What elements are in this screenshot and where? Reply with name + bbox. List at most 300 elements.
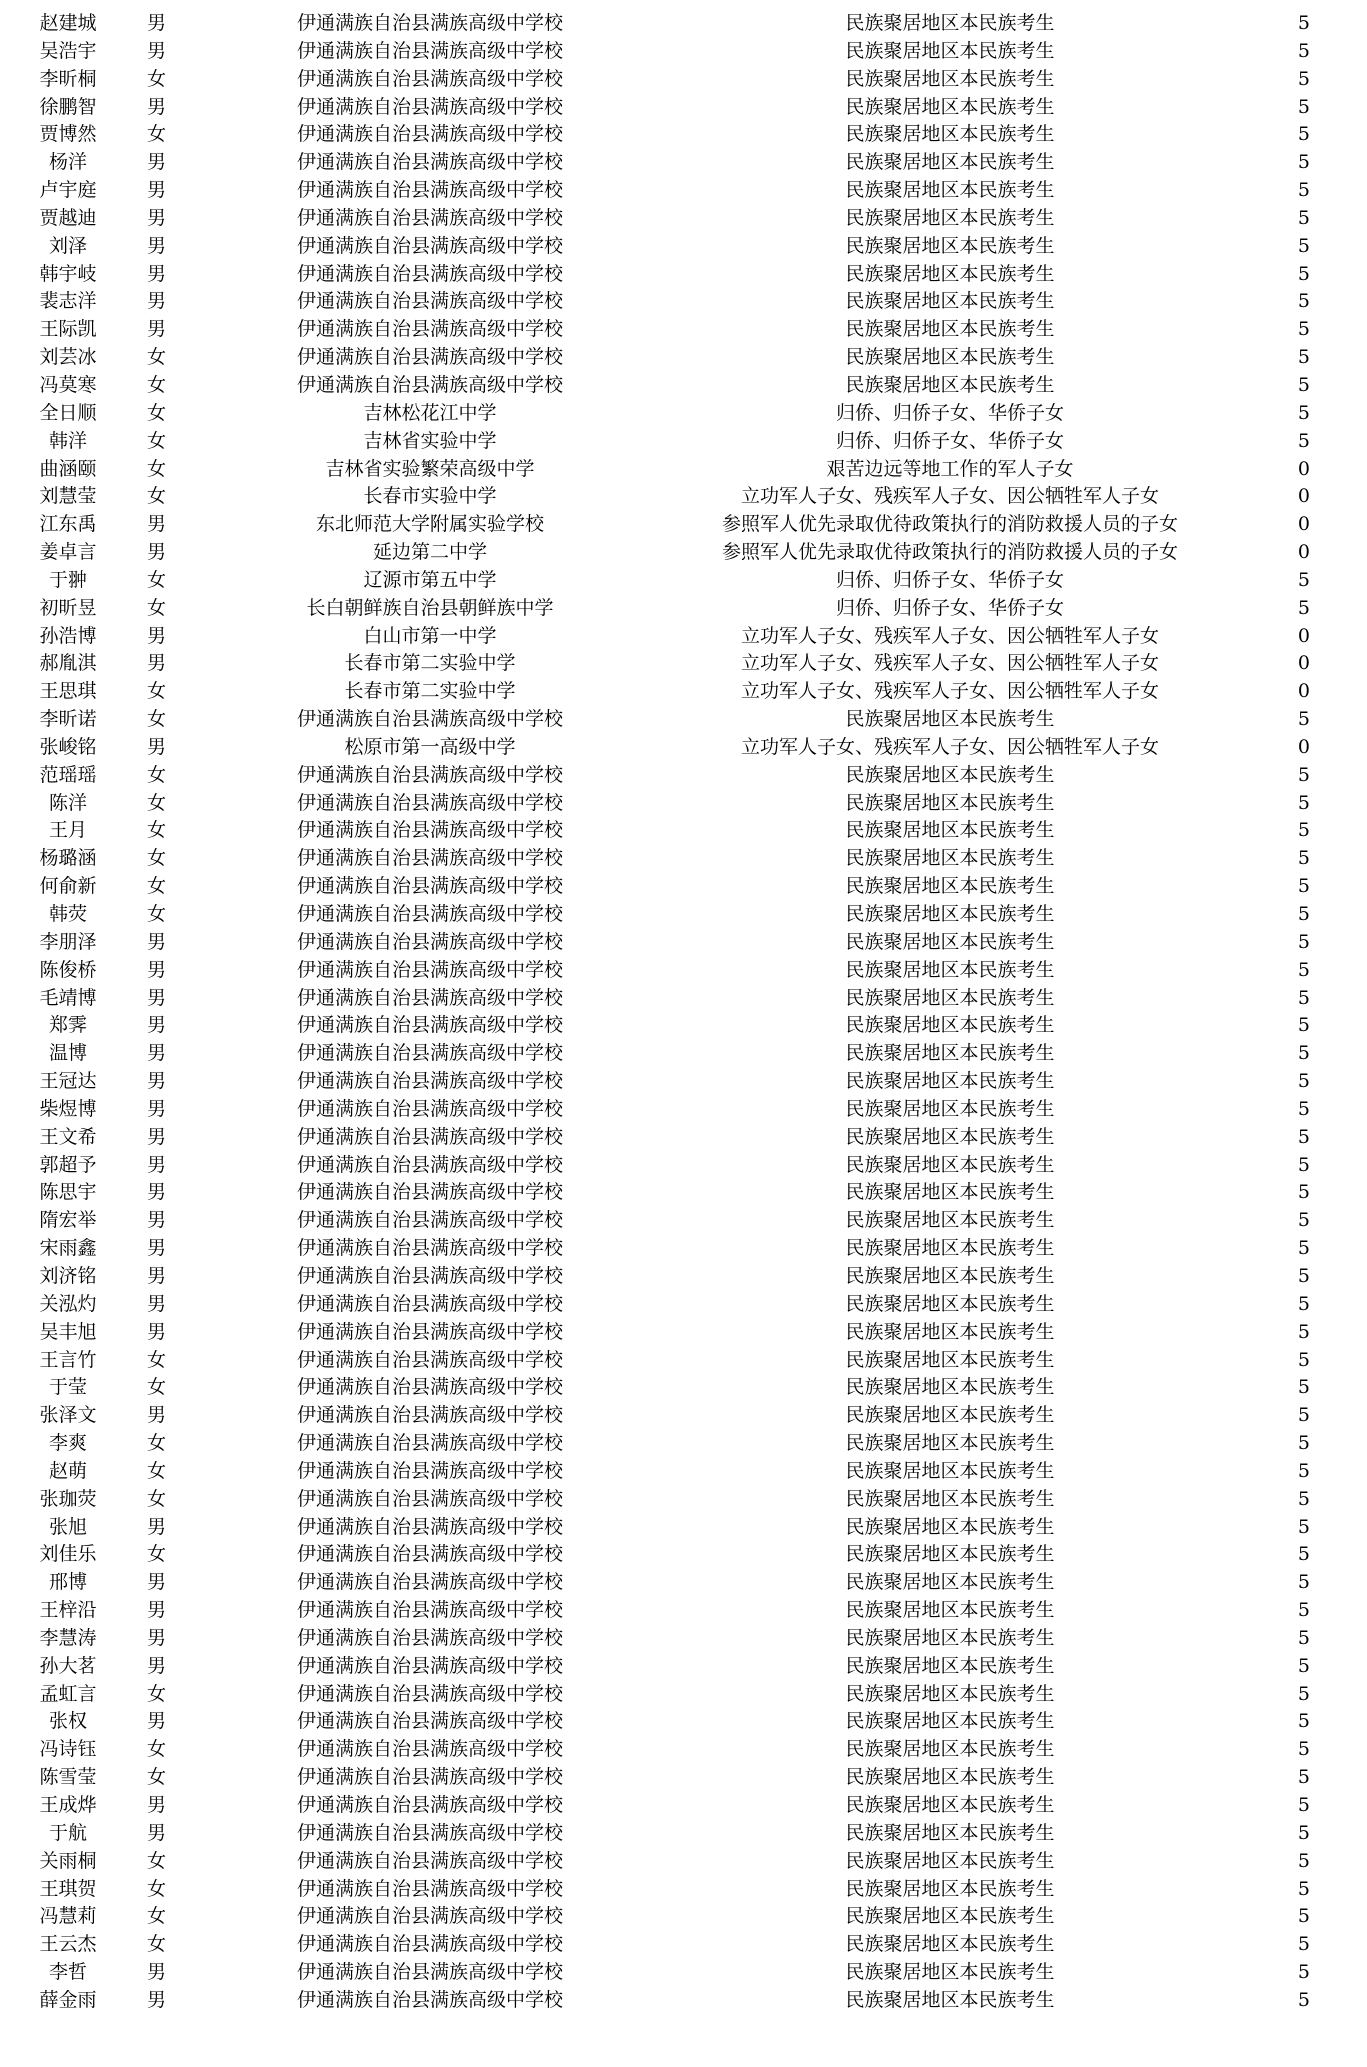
bonus-score: 5 [1297,179,1310,202]
bonus-score: 5 [1297,1626,1310,1649]
table-row [0,1903,1367,1931]
bonus-category: 民族聚居地区本民族考生 [845,1682,1055,1705]
student-school: 伊通满族自治县满族高级中学校 [296,1766,563,1789]
bonus-score: 5 [1297,346,1310,369]
student-name: 郑霁 [48,1014,87,1037]
student-school: 伊通满族自治县满族高级中学校 [296,1292,563,1315]
table-row [0,678,1367,706]
table-row [0,66,1367,94]
student-name: 冯莫寒 [39,373,97,396]
student-name: 刘佳乐 [39,1543,97,1566]
bonus-score: 5 [1297,847,1310,870]
student-name: 陈雪莹 [39,1766,97,1789]
student-school: 长春市第二实验中学 [344,680,516,703]
student-school: 伊通满族自治县满族高级中学校 [296,373,563,396]
student-name: 吴丰旭 [39,1320,97,1343]
student-school: 伊通满族自治县满族高级中学校 [296,1710,563,1733]
bonus-score: 5 [1297,708,1310,731]
table-row [0,428,1367,456]
student-gender: 女 [147,847,167,870]
bonus-score: 0 [1297,457,1310,480]
bonus-category: 归侨、归侨子女、华侨子女 [835,596,1064,619]
bonus-category: 民族聚居地区本民族考生 [845,903,1055,925]
student-gender: 男 [147,1237,167,1260]
table-row [0,94,1367,122]
bonus-score: 5 [1297,67,1310,90]
bonus-category: 民族聚居地区本民族考生 [845,1988,1055,2011]
bonus-score: 0 [1297,652,1310,675]
student-school: 伊通满族自治县满族高级中学校 [296,958,563,981]
student-name: 王冠达 [39,1070,97,1093]
student-gender: 男 [147,206,167,229]
table-row [0,149,1367,177]
student-gender: 男 [147,234,167,257]
bonus-score: 5 [1297,1543,1310,1566]
bonus-category: 民族聚居地区本民族考生 [845,1933,1055,1956]
bonus-category: 民族聚居地区本民族考生 [845,1237,1055,1260]
bonus-category: 民族聚居地区本民族考生 [845,1543,1055,1566]
student-name: 温博 [48,1042,87,1065]
student-gender: 男 [147,1264,167,1287]
student-gender: 女 [147,373,167,396]
student-gender: 男 [147,318,167,341]
table-row [0,1569,1367,1597]
table-row [0,706,1367,734]
bonus-score: 0 [1297,541,1310,564]
student-name: 孙浩博 [39,624,97,647]
student-name: 姜卓言 [39,541,97,564]
bonus-category: 民族聚居地区本民族考生 [845,1404,1055,1427]
student-school: 伊通满族自治县满族高级中学校 [296,1181,563,1204]
table-row [0,1876,1367,1904]
bonus-score: 5 [1297,1264,1310,1287]
bonus-category: 立功军人子女、残疾军人子女、因公牺牲军人子女 [740,680,1159,703]
student-school: 长春市第二实验中学 [344,652,516,675]
bonus-score: 5 [1297,1237,1310,1260]
student-school: 伊通满族自治县满族高级中学校 [296,1794,563,1816]
student-gender: 男 [147,1070,167,1093]
bonus-category: 民族聚居地区本民族考生 [845,1905,1055,1928]
student-gender: 男 [147,95,167,118]
student-gender: 男 [147,262,167,285]
student-school: 伊通满族自治县满族高级中学校 [296,1821,563,1844]
student-name: 张旭 [48,1515,87,1538]
student-school: 伊通满族自治县满族高级中学校 [296,1988,563,2011]
student-gender: 女 [147,401,167,424]
student-name: 裴志洋 [39,290,97,313]
student-name: 刘泽 [48,234,87,257]
student-gender: 男 [147,1710,167,1733]
student-school: 伊通满族自治县满族高级中学校 [296,1432,563,1455]
student-gender: 男 [147,1515,167,1538]
bonus-category: 民族聚居地区本民族考生 [845,234,1055,257]
bonus-score: 0 [1297,485,1310,508]
student-gender: 男 [147,1626,167,1649]
table-row [0,1319,1367,1347]
student-school: 伊通满族自治县满族高级中学校 [296,1264,563,1287]
student-school: 伊通满族自治县满族高级中学校 [296,1933,563,1956]
bonus-score: 5 [1297,1766,1310,1789]
bonus-score: 5 [1297,1014,1310,1037]
bonus-category: 民族聚居地区本民族考生 [845,1125,1055,1148]
bonus-score: 5 [1297,1571,1310,1594]
table-row [0,121,1367,149]
bonus-category: 民族聚居地区本民族考生 [845,1153,1055,1176]
bonus-category: 民族聚居地区本民族考生 [845,1849,1055,1872]
table-row [0,817,1367,845]
bonus-category: 民族聚居地区本民族考生 [845,1877,1055,1900]
student-name: 韩荧 [48,903,87,925]
table-row [0,1541,1367,1569]
bonus-score: 5 [1297,1320,1310,1343]
student-gender: 男 [147,652,167,675]
student-name: 赵建城 [39,12,97,34]
student-school: 伊通满族自治县满族高级中学校 [296,39,563,62]
bonus-category: 民族聚居地区本民族考生 [845,373,1055,396]
student-school: 伊通满族自治县满族高级中学校 [296,1571,563,1594]
bonus-category: 艰苦边远等地工作的军人子女 [826,457,1074,480]
table-row [0,539,1367,567]
table-row [0,1152,1367,1180]
student-school: 伊通满族自治县满族高级中学校 [296,206,563,229]
student-school: 伊通满族自治县满族高级中学校 [296,234,563,257]
student-gender: 男 [147,151,167,174]
bonus-category: 民族聚居地区本民族考生 [845,1821,1055,1844]
student-name: 吴浩宇 [39,39,97,62]
student-name: 李朋泽 [39,930,97,953]
student-school: 吉林省实验中学 [363,429,497,452]
bonus-category: 民族聚居地区本民族考生 [845,819,1055,842]
student-school: 伊通满族自治县满族高级中学校 [296,1599,563,1622]
bonus-score: 0 [1297,624,1310,647]
bonus-category: 参照军人优先录取优待政策执行的消防救援人员的子女 [721,513,1178,536]
student-name: 张峻铭 [39,735,97,758]
bonus-score: 5 [1297,1849,1310,1872]
bonus-category: 民族聚居地区本民族考生 [845,1794,1055,1816]
bonus-category: 民族聚居地区本民族考生 [845,1738,1055,1761]
student-gender: 女 [147,1376,167,1399]
bonus-score: 5 [1297,1933,1310,1956]
student-school: 伊通满族自治县满族高级中学校 [296,1961,563,1984]
student-gender: 女 [147,1877,167,1900]
student-school: 伊通满族自治县满族高级中学校 [296,262,563,285]
table-row [0,1848,1367,1876]
table-row [0,957,1367,985]
table-row [0,595,1367,623]
student-name: 陈俊桥 [39,958,97,981]
table-row [0,1430,1367,1458]
student-school: 伊通满族自治县满族高级中学校 [296,1543,563,1566]
bonus-score: 5 [1297,373,1310,396]
table-row [0,10,1367,38]
bonus-category: 立功军人子女、残疾军人子女、因公牺牲军人子女 [740,485,1159,508]
table-row [0,1347,1367,1375]
student-gender: 女 [147,67,167,90]
bonus-score: 5 [1297,763,1310,786]
bonus-score: 5 [1297,429,1310,452]
student-name: 郝胤淇 [39,652,97,675]
bonus-category: 立功军人子女、残疾军人子女、因公牺牲军人子女 [740,652,1159,675]
student-school: 辽源市第五中学 [363,568,497,591]
student-name: 李哲 [48,1961,87,1984]
student-school: 伊通满族自治县满族高级中学校 [296,1487,563,1510]
bonus-score: 5 [1297,290,1310,313]
student-school: 吉林松花江中学 [363,401,497,424]
bonus-category: 民族聚居地区本民族考生 [845,1515,1055,1538]
bonus-score: 5 [1297,1209,1310,1232]
bonus-score: 5 [1297,1125,1310,1148]
student-gender: 女 [147,680,167,703]
student-school: 伊通满族自治县满族高级中学校 [296,1849,563,1872]
bonus-score: 5 [1297,1153,1310,1176]
student-gender: 男 [147,986,167,1009]
student-gender: 女 [147,1459,167,1482]
bonus-category: 民族聚居地区本民族考生 [845,1376,1055,1399]
student-school: 伊通满族自治县满族高级中学校 [296,1515,563,1538]
student-name: 王言竹 [39,1348,97,1371]
table-row [0,734,1367,762]
bonus-category: 民族聚居地区本民族考生 [845,1487,1055,1510]
bonus-score: 0 [1297,680,1310,703]
bonus-score: 5 [1297,1821,1310,1844]
table-row [0,38,1367,66]
student-name: 刘济铭 [39,1264,97,1287]
student-school: 伊通满族自治县满族高级中学校 [296,290,563,313]
student-gender: 男 [147,1292,167,1315]
student-gender: 女 [147,1543,167,1566]
student-gender: 女 [147,429,167,452]
student-gender: 女 [147,819,167,842]
bonus-score: 5 [1297,819,1310,842]
student-name: 卢宇庭 [39,179,97,202]
student-school: 伊通满族自治县满族高级中学校 [296,179,563,202]
student-school: 伊通满族自治县满族高级中学校 [296,67,563,90]
bonus-category: 民族聚居地区本民族考生 [845,1292,1055,1315]
bonus-category: 民族聚居地区本民族考生 [845,1348,1055,1371]
bonus-score: 5 [1297,903,1310,925]
bonus-score: 0 [1297,735,1310,758]
bonus-score: 5 [1297,1070,1310,1093]
student-gender: 女 [147,1738,167,1761]
table-row [0,790,1367,818]
student-gender: 女 [147,791,167,814]
student-name: 孟虹言 [39,1682,97,1705]
table-row [0,1096,1367,1124]
student-gender: 女 [147,596,167,619]
student-school: 伊通满族自治县满族高级中学校 [296,847,563,870]
student-name: 初昕昱 [39,596,97,619]
table-row [0,1514,1367,1542]
student-school: 伊通满族自治县满族高级中学校 [296,346,563,369]
student-gender: 男 [147,624,167,647]
student-name: 贾越迪 [39,206,97,229]
student-gender: 男 [147,1571,167,1594]
bonus-category: 民族聚居地区本民族考生 [845,791,1055,814]
bonus-score: 5 [1297,958,1310,981]
bonus-category: 民族聚居地区本民族考生 [845,1264,1055,1287]
student-name: 曲涵颐 [39,457,97,480]
bonus-category: 民族聚居地区本民族考生 [845,1766,1055,1789]
bonus-score: 5 [1297,262,1310,285]
bonus-category: 民族聚居地区本民族考生 [845,290,1055,313]
student-name: 邢博 [48,1571,87,1594]
student-name: 范瑶瑶 [39,763,97,786]
table-row [0,233,1367,261]
student-name: 韩洋 [48,429,87,452]
student-school: 伊通满族自治县满族高级中学校 [296,1042,563,1065]
student-name: 徐鹏智 [39,95,97,118]
student-gender: 女 [147,1682,167,1705]
student-name: 王文希 [39,1125,97,1148]
student-name: 张权 [48,1710,87,1733]
bonus-score: 5 [1297,95,1310,118]
bonus-score: 5 [1297,1961,1310,1984]
table-row [0,400,1367,428]
table-row [0,1931,1367,1959]
bonus-category: 立功军人子女、残疾军人子女、因公牺牲军人子女 [740,624,1159,647]
student-school: 伊通满族自治县满族高级中学校 [296,986,563,1009]
bonus-score: 5 [1297,1404,1310,1427]
bonus-category: 民族聚居地区本民族考生 [845,1320,1055,1343]
student-gender: 女 [147,903,167,925]
bonus-category: 民族聚居地区本民族考生 [845,1070,1055,1093]
bonus-category: 立功军人子女、残疾军人子女、因公牺牲军人子女 [740,735,1159,758]
table-row [0,1736,1367,1764]
bonus-score: 5 [1297,791,1310,814]
student-school: 伊通满族自治县满族高级中学校 [296,151,563,174]
bonus-score: 5 [1297,234,1310,257]
student-name: 张珈荧 [39,1487,97,1510]
table-row [0,483,1367,511]
table-row [0,1124,1367,1152]
bonus-score: 5 [1297,1877,1310,1900]
student-name: 王成烨 [39,1794,97,1816]
bonus-category: 民族聚居地区本民族考生 [845,875,1055,898]
student-school: 伊通满族自治县满族高级中学校 [296,1070,563,1093]
student-school: 延边第二中学 [372,541,487,564]
bonus-category: 参照军人优先录取优待政策执行的消防救援人员的子女 [721,541,1178,564]
bonus-score: 5 [1297,1682,1310,1705]
table-row [0,261,1367,289]
bonus-category: 民族聚居地区本民族考生 [845,930,1055,953]
student-name: 柴煜博 [39,1097,97,1120]
table-row [0,762,1367,790]
bonus-score: 5 [1297,1794,1310,1816]
table-row [0,845,1367,873]
bonus-score: 5 [1297,1181,1310,1204]
student-gender: 男 [147,12,167,34]
bonus-category: 民族聚居地区本民族考生 [845,1626,1055,1649]
table-row [0,985,1367,1013]
table-row [0,1263,1367,1291]
bonus-score: 5 [1297,1988,1310,2011]
student-school: 伊通满族自治县满族高级中学校 [296,1738,563,1761]
candidate-table [0,10,1367,2015]
student-gender: 女 [147,1348,167,1371]
bonus-score: 5 [1297,1738,1310,1761]
student-gender: 女 [147,763,167,786]
student-name: 隋宏举 [39,1209,97,1232]
table-row [0,1486,1367,1514]
bonus-category: 民族聚居地区本民族考生 [845,12,1055,34]
student-school: 伊通满族自治县满族高级中学校 [296,1654,563,1677]
student-gender: 男 [147,1042,167,1065]
bonus-category: 民族聚居地区本民族考生 [845,1042,1055,1065]
table-row [0,1764,1367,1792]
table-row [0,1708,1367,1736]
student-school: 伊通满族自治县满族高级中学校 [296,791,563,814]
student-school: 伊通满族自治县满族高级中学校 [296,819,563,842]
student-gender: 男 [147,1821,167,1844]
student-gender: 女 [147,1849,167,1872]
table-row [0,1458,1367,1486]
student-school: 伊通满族自治县满族高级中学校 [296,1905,563,1928]
student-gender: 男 [147,541,167,564]
table-row [0,1207,1367,1235]
student-school: 伊通满族自治县满族高级中学校 [296,1097,563,1120]
student-name: 冯诗钰 [39,1738,97,1761]
student-name: 王琪贺 [39,1877,97,1900]
student-gender: 女 [147,1766,167,1789]
student-name: 冯慧莉 [39,1905,97,1928]
table-row [0,1597,1367,1625]
student-gender: 男 [147,1209,167,1232]
student-school: 长白朝鲜族自治县朝鲜族中学 [306,596,554,619]
bonus-score: 5 [1297,1710,1310,1733]
student-name: 王际凯 [39,318,97,341]
student-school: 白山市第一中学 [363,624,497,647]
table-row [0,1820,1367,1848]
bonus-category: 民族聚居地区本民族考生 [845,95,1055,118]
table-row [0,316,1367,344]
student-name: 李昕桐 [39,67,97,90]
bonus-category: 民族聚居地区本民族考生 [845,708,1055,731]
table-row [0,567,1367,595]
student-school: 伊通满族自治县满族高级中学校 [296,1125,563,1148]
bonus-category: 民族聚居地区本民族考生 [845,318,1055,341]
table-row [0,1959,1367,1987]
student-gender: 女 [147,708,167,731]
student-gender: 女 [147,346,167,369]
table-row [0,873,1367,901]
bonus-category: 民族聚居地区本民族考生 [845,958,1055,981]
student-gender: 男 [147,1404,167,1427]
bonus-category: 民族聚居地区本民族考生 [845,847,1055,870]
bonus-category: 民族聚居地区本民族考生 [845,346,1055,369]
bonus-category: 民族聚居地区本民族考生 [845,986,1055,1009]
bonus-score: 5 [1297,986,1310,1009]
bonus-score: 5 [1297,401,1310,424]
student-gender: 男 [147,930,167,953]
student-name: 李慧涛 [39,1626,97,1649]
student-gender: 女 [147,1432,167,1455]
student-school: 伊通满族自治县满族高级中学校 [296,12,563,34]
student-school: 伊通满族自治县满族高级中学校 [296,1237,563,1260]
table-row [0,1179,1367,1207]
bonus-category: 民族聚居地区本民族考生 [845,1961,1055,1984]
student-gender: 女 [147,568,167,591]
student-school: 伊通满族自治县满族高级中学校 [296,1877,563,1900]
student-name: 杨洋 [48,151,87,174]
student-name: 张泽文 [39,1404,97,1427]
student-gender: 女 [147,875,167,898]
student-name: 王云杰 [39,1933,97,1956]
table-row [0,344,1367,372]
bonus-category: 民族聚居地区本民族考生 [845,1571,1055,1594]
student-name: 杨璐涵 [39,847,97,870]
student-school: 长春市实验中学 [363,485,497,508]
student-name: 于航 [48,1821,87,1844]
